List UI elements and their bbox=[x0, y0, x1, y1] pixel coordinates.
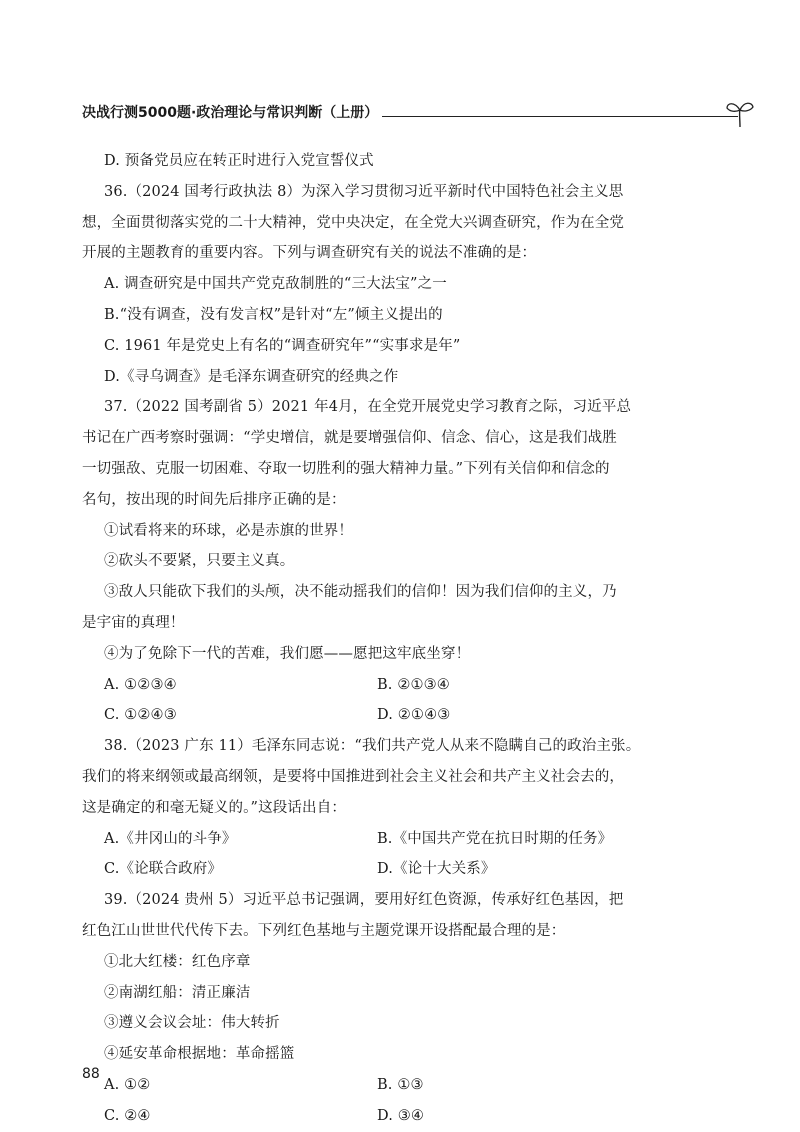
option-b: B. ①③ bbox=[377, 1076, 424, 1093]
statement-item: ④为了免除下一代的苦难，我们愿——愿把这牢底坐穿！ bbox=[104, 645, 471, 662]
option-b: B. ②①③④ bbox=[377, 676, 450, 693]
option-c: C. ②④ bbox=[104, 1107, 151, 1124]
question-text-line: 书记在广西考察时强调：“学史增信，就是要增强信仰、信念、信心，这是我们战胜 bbox=[82, 430, 617, 447]
option-b: B.《中国共产党在抗日时期的任务》 bbox=[377, 830, 613, 847]
options-row bbox=[82, 1070, 672, 1101]
statement-item: ①北大红楼：红色序章 bbox=[104, 953, 251, 970]
statement-item: ②砍头不要紧，只要主义真。 bbox=[104, 553, 295, 570]
option-d: D.《寻乌调查》是毛泽东调查研究的经典之作 bbox=[104, 368, 399, 385]
options-row bbox=[82, 854, 672, 885]
question-text-line: 这是确定的和毫无疑义的。”这段话出自： bbox=[82, 799, 347, 816]
option-c: C.《论联合政府》 bbox=[104, 861, 223, 878]
question-text-line: 39.（2024 贵州 5）习近平总书记强调，要用好红色资源，传承好红色基因，把 bbox=[104, 892, 624, 909]
statement-item: ①试看将来的环球，必是赤旗的世界！ bbox=[104, 522, 354, 539]
option-a: A. ①② bbox=[104, 1076, 151, 1093]
page-body bbox=[82, 146, 672, 1132]
question-text-line: 开展的主题教育的重要内容。下列与调查研究有关的说法不准确的是： bbox=[82, 245, 537, 262]
option-a: A.《井冈山的斗争》 bbox=[104, 830, 237, 847]
question-text-line: 38.（2023 广东 11）毛泽东同志说：“我们共产党人从来不隐瞒自己的政治主张。 bbox=[104, 738, 641, 755]
question-39 bbox=[82, 885, 672, 1131]
question-text-line: 想，全面贯彻落实党的二十大精神，党中央决定，在全党大兴调查研究，作为在全党 bbox=[82, 214, 625, 231]
question-38 bbox=[82, 731, 672, 885]
question-text-line: 一切强敌、克服一切困难、夺取一切胜利的强大精神力量。”下列有关信仰和信念的 bbox=[82, 460, 610, 477]
statement-item-continued: 是宇宙的真理！ bbox=[82, 614, 185, 631]
statement-item: ③敌人只能砍下我们的头颅，决不能动摇我们的信仰！因为我们信仰的主义，乃 bbox=[104, 584, 617, 601]
question-37 bbox=[82, 392, 672, 731]
option-d: D. ②①④③ bbox=[377, 707, 451, 724]
options-row bbox=[82, 1101, 672, 1132]
options-row bbox=[82, 670, 672, 701]
sprout-icon bbox=[724, 97, 756, 129]
option-a: A. ①②③④ bbox=[104, 676, 177, 693]
option-c: C. ①②④③ bbox=[104, 707, 177, 724]
option-c: C. 1961 年是党史上有名的“调查研究年”“实事求是年” bbox=[104, 337, 461, 354]
options-row bbox=[82, 700, 672, 731]
question-text-line: 红色江山世世代代传下去。下列红色基地与主题党课开设搭配最合理的是： bbox=[82, 922, 566, 939]
question-text-line: 名句，按出现的时间先后排序正确的是： bbox=[82, 491, 346, 508]
option-d: D. ③④ bbox=[377, 1107, 425, 1124]
question-36 bbox=[82, 177, 672, 393]
question-text-line: 37.（2022 国考副省 5）2021 年4月，在全党开展党史学习教育之际，习近平总 bbox=[104, 399, 632, 416]
header-title: 决战行测5000题·政治理论与常识判断（上册） bbox=[82, 105, 379, 121]
options-row bbox=[82, 824, 672, 855]
option-d: D.《论十大关系》 bbox=[377, 861, 496, 878]
header-rule bbox=[382, 116, 738, 117]
statement-item: ③遵义会议会址：伟大转折 bbox=[104, 1015, 280, 1032]
question-text-line: 36.（2024 国考行政执法 8）为深入学习贯彻习近平新时代中国特色社会主义思 bbox=[104, 183, 624, 200]
running-header bbox=[82, 103, 682, 127]
page-number: 88 bbox=[82, 1066, 100, 1082]
question-text-line: 我们的将来纲领或最高纲领，是要将中国推进到社会主义社会和共产主义社会去的， bbox=[82, 768, 625, 785]
statement-item: ④延安革命根据地：革命摇篮 bbox=[104, 1046, 295, 1063]
prev-option-d: D. 预备党员应在转正时进行入党宣誓仪式 bbox=[104, 153, 374, 169]
option-b: B.“没有调查，没有发言权”是针对“左”倾主义提出的 bbox=[104, 306, 443, 323]
statement-item: ②南湖红船：清正廉洁 bbox=[104, 984, 251, 1001]
option-a: A. 调查研究是中国共产党克敌制胜的“三大法宝”之一 bbox=[104, 276, 447, 293]
